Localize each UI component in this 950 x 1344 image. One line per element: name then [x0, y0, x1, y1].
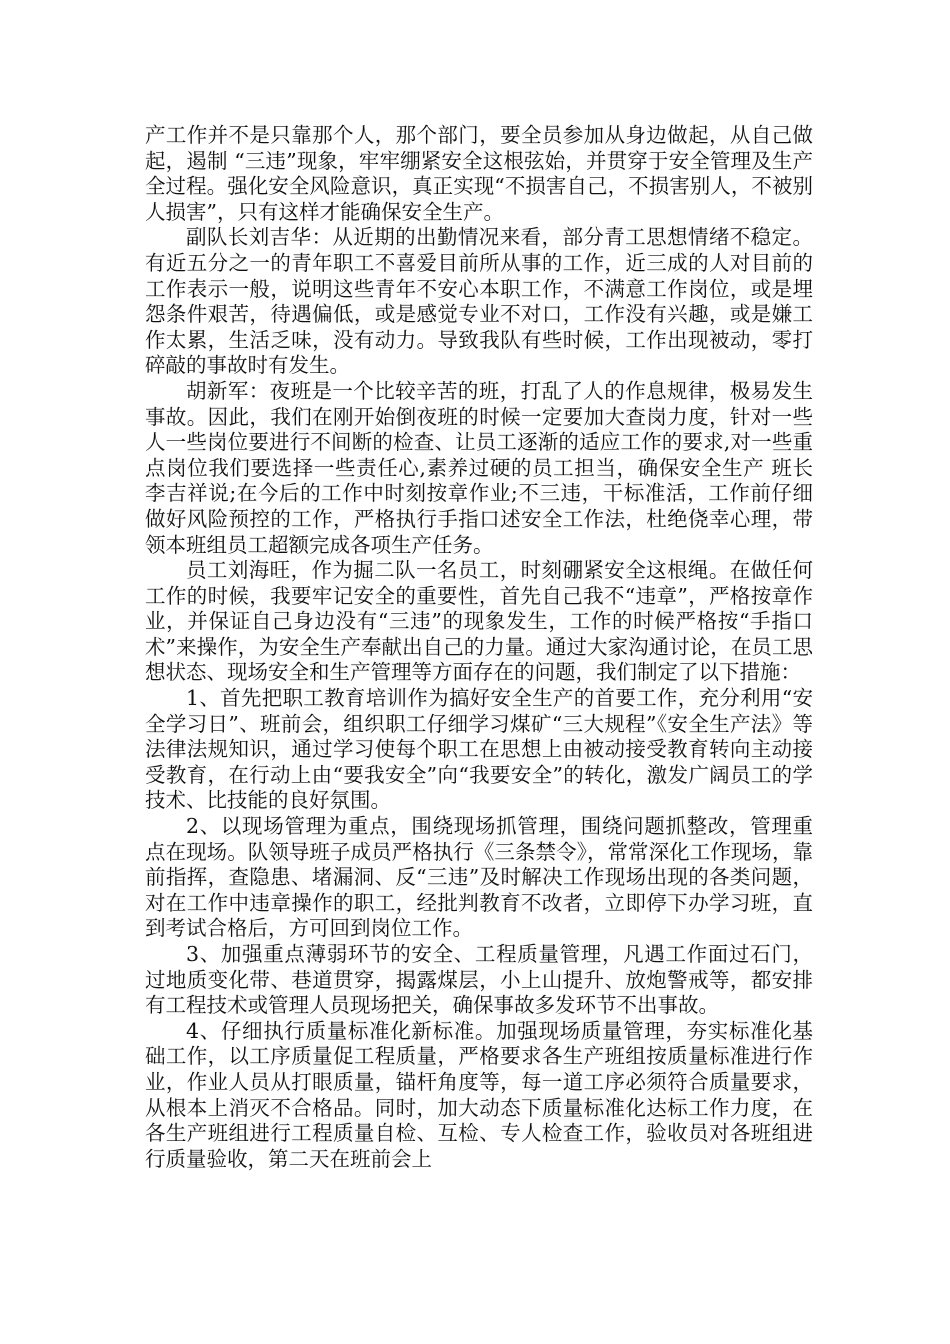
paragraph-1: 产工作并不是只靠那个人，那个部门，要全员参加从身边做起，从自己做起，遏制 “三违”现象，牢牢绷紧安全这根弦始，并贯穿于安全管理及生产全过程。强化安全风险意识，真正实现“不损害自己，不损害别人，不被别人损害”，只有这样才能确保安全生产。	[145, 123, 813, 224]
paragraph-2: 副队长刘吉华：从近期的出勤情况来看，部分青工思想情绪不稳定。有近五分之一的青年职工不喜爱目前所从事的工作，近三成的人对目前的工作表示一般，说明这些青年不安心本职工作，不满意工作岗位，或是埋怨条件艰苦，待遇偏低，或是感觉专业不对口，工作没有兴趣，或是嫌工作太累，生活乏味，没有动力。导致我队有些时候，工作出现被动，零打碎敲的事故时有发生。	[145, 225, 813, 378]
measure-item-4: 4、仔细执行质量标准化新标准。加强现场质量管理，夯实标准化基础工作，以工序质量促工程质量，严格要求各生产班组按质量标准进行作业，作业人员从打眼质量，锚杆角度等，每一道工序必须符合质量要求，从根本上消灭不合格品。同时，加大动态下质量标准化达标工作力度，在各生产班组进行工程质量自检、互检、专人检查工作，验收员对各班组进行质量验收，第二天在班前会上	[145, 1018, 813, 1171]
measure-item-2: 2、以现场管理为重点，围绕现场抓管理，围绕问题抓整改，管理重点在现场。队领导班子成员严格执行《三条禁令》，常常深化工作现场，靠前指挥，查隐患、堵漏洞、反“三违”及时解决工作现场出现的各类问题，对在工作中违章操作的职工，经批判教育不改者，立即停下办学习班，直到考试合格后，方可回到岗位工作。	[145, 814, 813, 941]
measure-item-3: 3、加强重点薄弱环节的安全、工程质量管理，凡遇工作面过石门，过地质变化带、巷道贯穿，揭露煤层，小上山提升、放炮警戒等，都安排有工程技术或管理人员现场把关，确保事故多发环节不出事故。	[145, 942, 813, 1018]
paragraph-4: 员工刘海旺，作为掘二队一名员工，时刻硼紧安全这根绳。在做任何工作的时候，我要牢记安全的重要性，首先自己我不“违章”，严格按章作业，并保证自己身边没有“三违”的现象发生，工作的时候严格按“手指口术”来操作，为安全生产奉献出自己的力量。通过大家沟通讨论，在员工思想状态、现场安全和生产管理等方面存在的问题，我们制定了以下措施：	[145, 558, 813, 685]
measure-item-1: 1、首先把职工教育培训作为搞好安全生产的首要工作，充分利用“安全学习日”、班前会，组织职工仔细学习煤矿“三大规程”《安全生产法》等法律法规知识，通过学习使每个职工在思想上由被动接受教育转向主动接受教育，在行动上由“要我安全”向“我要安全”的转化，激发广阔员工的学技术、比技能的良好氛围。	[145, 686, 813, 813]
paragraph-3: 胡新军：夜班是一个比较辛苦的班，打乱了人的作息规律，极易发生事故。因此，我们在刚开始倒夜班的时候一定要加大查岗力度，针对一些人一些岗位要进行不间断的检查、让员工逐渐的适应工作的要求,对一些重点岗位我们要选择一些责任心,素养过硬的员工担当，确保安全生产 班长李吉祥说;在今后的工作中时刻按章作业;不三违，干标准活，工作前仔细做好风险预控的工作，严格执行手指口述安全工作法，杜绝侥幸心理，带领本班组员工超额完成各项生产任务。	[145, 378, 813, 557]
document-body	[145, 123, 813, 1172]
